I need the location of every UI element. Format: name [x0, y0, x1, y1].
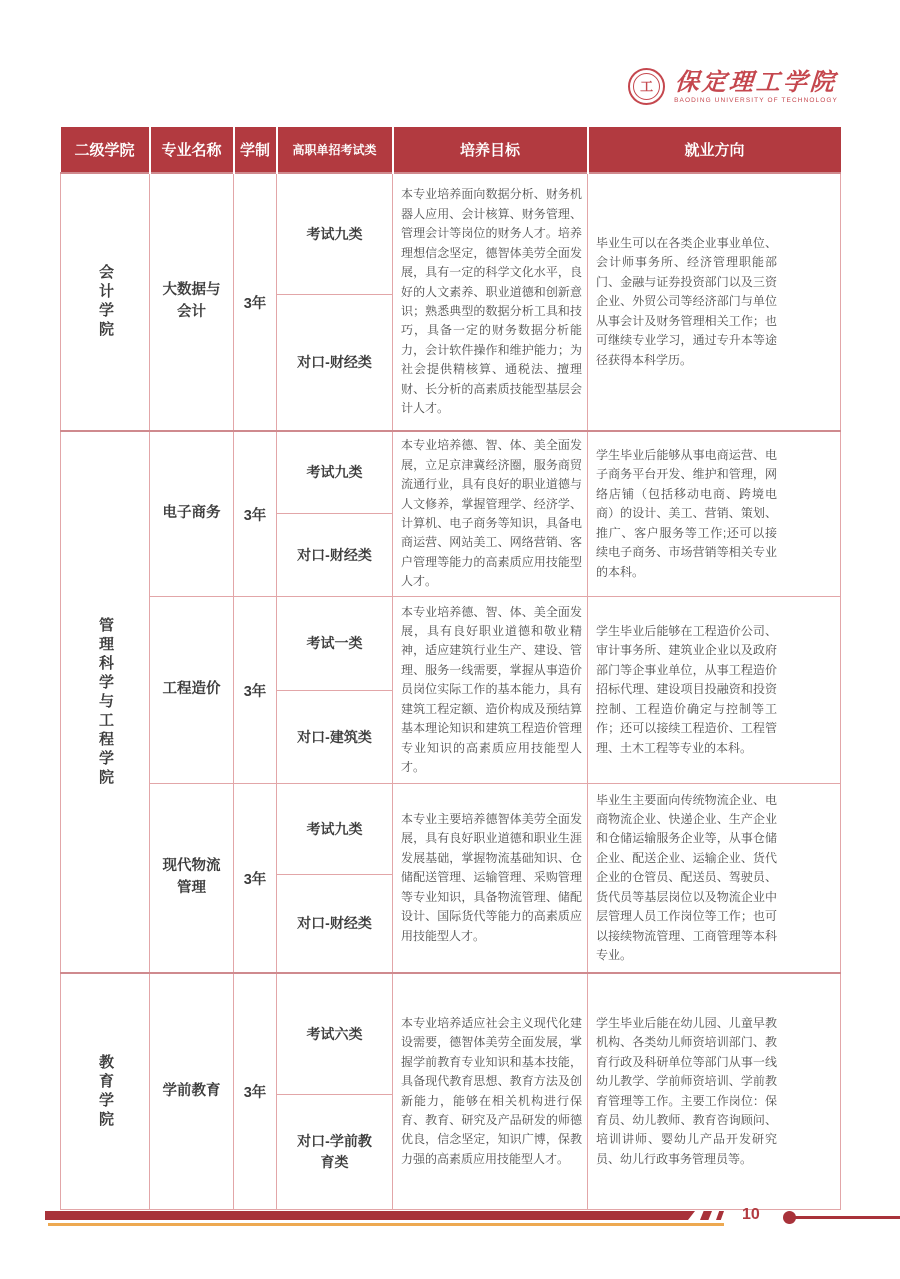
college-cell [61, 973, 150, 1210]
major-cell: 大数据与会计 [150, 173, 234, 431]
table-row [61, 431, 841, 514]
duration-cell: 3年 [234, 173, 277, 431]
major-cell: 工程造价 [150, 597, 234, 784]
major-cell: 学前教育 [150, 973, 234, 1210]
college-cell [61, 173, 150, 431]
duration-cell: 3年 [234, 784, 277, 974]
footer-bar-dash [700, 1211, 712, 1220]
duration-cell: 3年 [234, 431, 277, 597]
page-number: 10 [742, 1206, 760, 1223]
footer-line [792, 1216, 900, 1219]
table-row [61, 973, 841, 1095]
employment-text: 毕业生主要面向传统物流企业、电商物流企业、快递企业、生产企业和仓储运输服务企业等，从事仓储企业、配送企业、运输企业、货代企业的仓管员、配送员、驾驶员、货代员等基层岗位以及物流企业中层管理人员工作岗位等工作；也可以接续物流管理、工商管理等本科专业。 [596, 792, 777, 963]
table-row [61, 597, 841, 691]
college-name: 教育学院 [97, 1053, 114, 1130]
objective-cell [393, 784, 588, 974]
university-seal-icon [628, 68, 665, 105]
college-name: 管理科学与工程学院 [97, 616, 114, 788]
college-name: 会计学院 [97, 264, 114, 340]
objective-cell [393, 173, 588, 431]
column-header-major: 专业名称 [150, 127, 234, 173]
employment-text: 学生毕业后能够从事电商运营、电子商务平台开发、维护和管理，网络店铺（包括移动电商、跨境电商）的设计、美工、营销、策划、推广、客户服务等工作;还可以接续电子商务、市场营销等相关专业的本科。 [596, 447, 777, 579]
column-header-objective: 培养目标 [393, 127, 588, 173]
college-cell [61, 431, 150, 973]
objective-text: 本专业培养德、智、体、美全面发展，具有良好职业道德和敬业精神，适应建筑行业生产、建设、管理、服务一线需要，掌握从事造价员岗位实际工作的基本能力，具有建筑工程定额、造价构成及预结算基本理论知识和建筑工程造价管理专业知识的高素质应用技能型人才。 [401, 604, 582, 775]
employment-cell [588, 784, 841, 974]
exam-type-cell: 考试九类 [277, 173, 393, 295]
column-header-exam-type: 高职单招考试类 [277, 127, 393, 173]
column-header-duration: 学制 [234, 127, 277, 173]
exam-type-cell: 考试九类 [277, 784, 393, 875]
employment-cell [588, 173, 841, 431]
objective-cell [393, 431, 588, 597]
exam-type-cell: 对口-财经类 [277, 295, 393, 432]
employment-text: 学生毕业后能在幼儿园、儿童早教机构、各类幼儿师资培训部门、教育行政及科研单位等部门从事一线幼儿教学、学前师资培训、学前教育管理等工作。主要工作岗位：保育员、幼儿教师、教育咨询顾问、培训讲师、婴幼儿产品开发研究员、幼儿行政事务管理员等。 [596, 1015, 777, 1166]
seal-glyph: 工 [640, 79, 654, 94]
university-logo [628, 68, 838, 105]
footer-bar-dash [716, 1211, 724, 1220]
employment-cell [588, 431, 841, 597]
duration-cell: 3年 [234, 973, 277, 1210]
objective-text: 本专业培养面向数据分析、财务机器人应用、会计核算、财务管理、管理会计等岗位的财务人才。培养理想信念坚定，德智体美劳全面发展，具有一定的科学文化水平，良好的人文素养、职业道德和创新意识；熟悉典型的数据分析工具和技巧，具备一定的财务数据分析能力，会计软件操作和维护能力；为社会提供精核算、通税法、擅理财、长分析的高素质技能型基层会计人才。 [401, 187, 582, 416]
seal-inner-ring [633, 73, 660, 100]
exam-type-cell: 考试九类 [277, 431, 393, 514]
exam-type-cell: 对口-建筑类 [277, 691, 393, 784]
table-header-row [61, 127, 841, 173]
university-name-en: BAODING UNIVERSITY OF TECHNOLOGY [674, 96, 838, 104]
employment-text: 毕业生可以在各类企业事业单位、会计师事务所、经济管理职能部门、金融与证券投资部门以及三资企业、外贸公司等经济部门与单位从事会计及财务管理相关工作；也可继续专业学习，通过专升本等途径获得本科学历。 [596, 235, 777, 367]
footer-bar [45, 1211, 695, 1220]
objective-cell [393, 973, 588, 1210]
table-row [61, 784, 841, 875]
exam-type-cell: 对口-财经类 [277, 514, 393, 597]
employment-cell [588, 597, 841, 784]
major-cell: 电子商务 [150, 431, 234, 597]
university-name-cn: 保定理工学院 [674, 66, 839, 96]
employment-text: 学生毕业后能够在工程造价公司、审计事务所、建筑业企业以及政府部门等企事业单位，从事工程造价招标代理、建设项目投融资和投资控制、工程造价确定与控制等工作；还可以接续工程造价、工程管理、土木工程等专业的本科。 [596, 623, 777, 755]
objective-text: 本专业主要培养德智体美劳全面发展，具有良好职业道德和职业生涯发展基础，掌握物流基础知识、仓储配送管理、运输管理、采购管理等专业知识，具备物流管理、储配设计、国际货代等能力的高素质应用技能型人才。 [401, 811, 582, 943]
university-name [674, 66, 839, 104]
objective-text: 本专业培养德、智、体、美全面发展，立足京津冀经济圈，服务商贸流通行业，具有良好的职业道德与人文修养，掌握管理学、经济学、计算机、电子商务等知识，具备电商运营、网站美工、网络营销、客户管理等能力的高素质应用技能型人才。 [401, 438, 582, 589]
objective-cell [393, 597, 588, 784]
programs-table [60, 127, 841, 1210]
exam-type-cell: 对口-学前教育类 [277, 1095, 393, 1210]
major-cell: 现代物流管理 [150, 784, 234, 974]
exam-type-cell: 考试六类 [277, 973, 393, 1095]
column-header-college: 二级学院 [61, 127, 150, 173]
footer-gold-line [48, 1223, 724, 1226]
exam-type-cell: 考试一类 [277, 597, 393, 691]
table-row [61, 173, 841, 295]
duration-cell: 3年 [234, 597, 277, 784]
column-header-employment: 就业方向 [588, 127, 841, 173]
employment-cell [588, 973, 841, 1210]
exam-type-cell: 对口-财经类 [277, 875, 393, 974]
objective-text: 本专业培养适应社会主义现代化建设需要，德智体美劳全面发展，掌握学前教育专业知识和基本技能，具备现代教育思想、教育方法及创新能力，能够在相关机构进行保育、教育、研究及产品研发的师德优良，信念坚定，知识广博，保教力强的高素质应用技能型人才。 [401, 1015, 582, 1166]
